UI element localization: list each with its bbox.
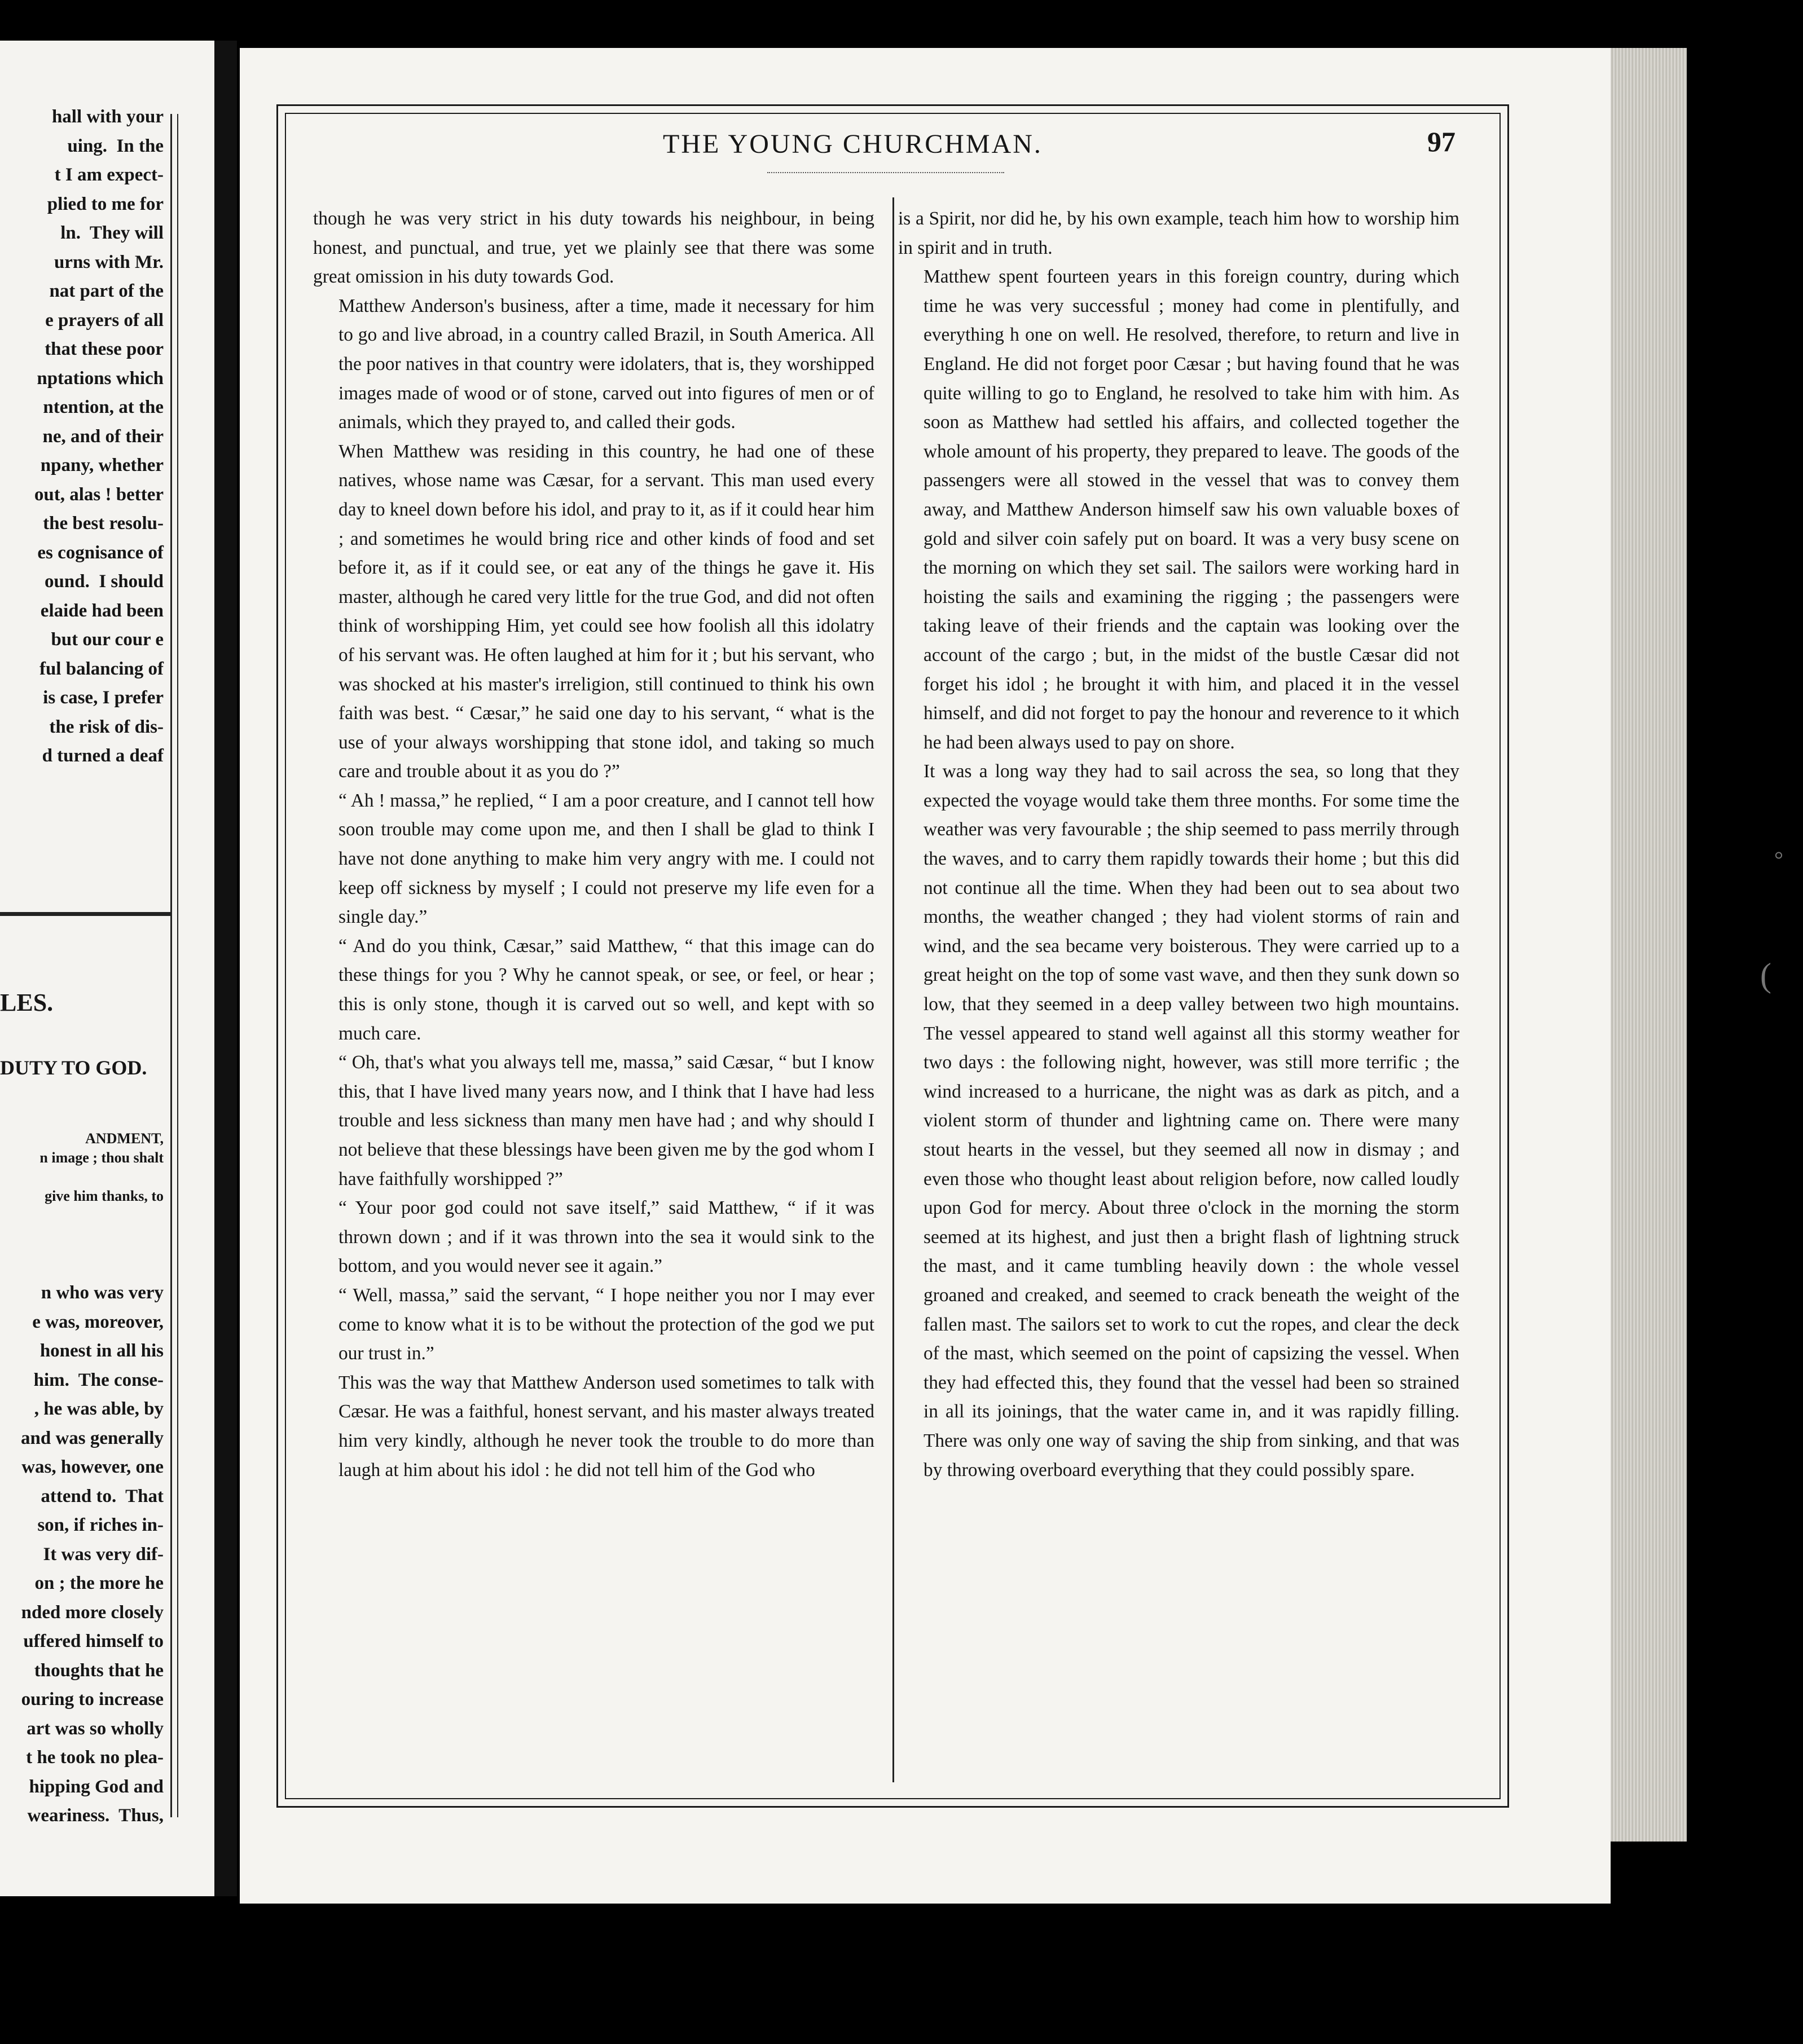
facing-page-line: nat part of the [49, 281, 164, 301]
facing-page-line: the risk of dis- [49, 716, 164, 737]
facing-page-line: art was so wholly [27, 1718, 164, 1739]
text-column-right [898, 204, 1459, 1484]
facing-page-heading: LES. [0, 989, 54, 1016]
facing-page-line: ANDMENT, [85, 1130, 164, 1147]
facing-page-line: n who was very [41, 1283, 164, 1303]
facing-page-line: uing. In the [67, 135, 164, 156]
facing-page-line [0, 1168, 164, 1187]
facing-page-line: son, if riches in- [37, 1515, 164, 1535]
facing-page-line: urns with Mr. [54, 252, 164, 272]
book-gutter [214, 41, 237, 1896]
page-edges [1611, 48, 1687, 1842]
paragraph: “ Your poor god could not save itself,” said Matthew, “ if it was thrown down ; and if it was thrown into the sea it would sink to the bottom, and you would never see it again.” [338, 1197, 874, 1277]
facing-page-line: d turned a deaf [42, 746, 164, 766]
facing-page-line: t he took no plea- [26, 1747, 164, 1768]
facing-page-line: honest in all his [39, 1341, 164, 1361]
paragraph: is a Spirit, nor did he, by his own example, teach him how to worship him in spirit and in truth. [898, 208, 1459, 258]
facing-page [0, 41, 214, 1896]
facing-page-line: npany, whether [40, 455, 164, 475]
paragraph: “ And do you think, Cæsar,” said Matthew, “ that this image can do these things for you ? Why he cannot speak, or see, or feel, or hear ; this is only stone, though it is carved out so well, and kept with so much care. [338, 935, 874, 1044]
scan-speck: ° [1774, 847, 1783, 872]
paragraph: Matthew Anderson's business, after a time, made it necessary for him to go and live abroad, in a country called Brazil, in South America. All the poor natives in that country were idolaters, that is, they worshipped images made of wood or of stone, carved out into figures of men or of animals, which they prayed to, and called their gods. [338, 295, 874, 433]
facing-page-line: attend to. That [41, 1486, 164, 1506]
column-divider [892, 197, 894, 1782]
facing-page-line: nded more closely [21, 1602, 164, 1623]
paragraph: This was the way that Matthew Anderson used sometimes to talk with Cæsar. He was a faithful, honest servant, and his master always treated him very kindly, although he never took the trouble to do more than laugh at him about his idol : he did not tell him of the God who [338, 1372, 874, 1481]
facing-page-line: It was very dif- [43, 1544, 164, 1565]
facing-page-line: ouring to increase [21, 1689, 164, 1710]
facing-page-line: e was, moreover, [32, 1311, 164, 1332]
facing-page-subheading: DUTY TO GOD. [0, 1056, 147, 1079]
facing-page-line: and was generally [20, 1428, 164, 1448]
facing-page-rule [0, 912, 172, 916]
paragraph: It was a long way they had to sail across the sea, so long that they expected the voyage would take them three months. For some time the weather was very favourable ; the ship seemed to pass merrily through the waves, and to carry them rapidly towards their home ; but this did not continue all the time. When they had been out to sea about two months, the weather changed ; they had violent storms of rain and wind, and the sea became very boisterous. They were carried up to a great height on the top of some vast wave, and then they sunk down so low, that they seemed in a deep valley between two high mountains. The vessel appeared to stand well against all this stormy weather for two days : the following night, however, was still more terrific ; the wind increased to a hurricane, the night was as dark as pitch, and a violent storm of thunder and lightning came on. There were many stout hearts in the vessel, but they seemed all now in dismay ; and even those who thought least about religion before, now called loudly upon God for mercy. About three o'clock in the morning the storm seemed at its highest, and just then a bright flash of lightning struck the mast, and it came tumbling heavily down : the whole vessel groaned and creaked, and seemed to crack beneath the weight of the fallen mast. The sailors set to work to cut the ropes, and clear the deck of the mast, which seemed on the point of capsizing the vessel. When they had effected this, they found that the vessel had been so strained in all its joinings, that the water came in, and it was rapidly filling. There was only one way of saving the ship from sinking, and that was by throwing overboard everything that they could possibly spare. [924, 761, 1459, 1481]
facing-page-line: on ; the more he [34, 1573, 164, 1593]
facing-page-line: give him thanks, to [45, 1188, 164, 1204]
facing-page-line: t I am expect- [54, 165, 164, 185]
facing-page-border [170, 114, 172, 1817]
facing-page-line: n image ; thou shalt [39, 1149, 164, 1166]
facing-page-line: plied to me for [47, 193, 164, 214]
running-title: THE YOUNG CHURCHMAN. [663, 129, 1043, 159]
facing-page-border-inner [177, 114, 178, 1817]
facing-page-line: thoughts that he [34, 1660, 164, 1681]
facing-page-line: ound. I should [45, 571, 164, 592]
facing-page-line: him. The conse- [33, 1369, 164, 1390]
facing-page-line: out, alas ! better [34, 484, 164, 505]
facing-page-line: , he was able, by [34, 1399, 164, 1419]
facing-page-line: elaide had been [40, 600, 164, 621]
facing-page-line: that these poor [45, 339, 164, 359]
paragraph: Matthew spent fourteen years in this foreign country, during which time he was very successful ; money had come in plentifully, and everything h one on well. He resolved, therefore, to return and live in England. He did not forget poor Cæsar ; but having found that he was quite willing to go to England, he resolved to take him with him. As soon as Matthew had settled his affairs, and collected together the whole amount of his property, they prepared to leave. The goods of the passengers were all stowed in the vessel that was to convey them away, and Matthew Anderson himself saw his own valuable boxes of gold and silver coin safely put on board. It was a very busy scene on the morning on which they set sail. The sailors were working hard in hoisting the sails and examining the rigging ; the passengers were taking leave of their friends and the captain was looking over the account of the cargo ; but, in the midst of the bustle Cæsar did not forget his idol ; he brought it with him, and placed it in the vessel himself, and did not forget to pay the honour and reverence to it which he had been always used to pay on shore. [924, 266, 1459, 753]
facing-page-line: hipping God and [29, 1776, 164, 1797]
page-number: 97 [1427, 126, 1455, 157]
scan-speck: ( [1760, 957, 1771, 994]
paragraph: though he was very strict in his duty towards his neighbour, in being honest, and punctual, and true, yet we plainly see that there was some great omission in his duty towards God. [313, 208, 874, 288]
paragraph: “ Well, massa,” said the servant, “ I hope neither you nor I may ever come to know what it is to be without the protection of the god we put our trust in.” [338, 1284, 874, 1364]
text-column-left [313, 204, 874, 1484]
facing-page-text-lower [0, 1279, 164, 1831]
facing-page-line: e prayers of all [45, 310, 164, 331]
facing-page-text-upper [0, 103, 164, 771]
facing-page-line: ful balancing of [39, 658, 164, 679]
facing-page-line: uffered himself to [23, 1631, 164, 1651]
scan-background [1687, 0, 1803, 2044]
facing-page-line: was, however, one [21, 1457, 164, 1477]
paragraph: “ Ah ! massa,” he replied, “ I am a poor creature, and I cannot tell how soon trouble may come upon me, and then I shall be glad to think I have not done anything to make him very angry with me. I could not keep off sickness by myself ; I could not preserve my life even for a single day.” [338, 790, 874, 928]
header-ornament [767, 172, 1004, 175]
facing-page-line: ne, and of their [42, 426, 164, 447]
facing-page-line: is case, I prefer [43, 688, 164, 708]
facing-page-line: es cognisance of [37, 542, 164, 563]
facing-page-line: ln. They will [60, 223, 164, 243]
facing-page-line: but our cour e [51, 629, 164, 650]
facing-page-line: hall with your [51, 107, 164, 127]
facing-page-line: the best resolu- [43, 513, 164, 534]
facing-page-commandment [0, 1129, 164, 1206]
facing-page-line: ntention, at the [43, 397, 164, 417]
facing-page-line: nptations which [37, 368, 164, 389]
paragraph: “ Oh, that's what you always tell me, massa,” said Cæsar, “ but I know this, that I have lived many years now, and I think that I have had less trouble and less sickness than many men have had ; and why should I not believe that these blessings have been given me by the god whom I have faithfully worshipped ?” [338, 1052, 874, 1190]
facing-page-line: weariness. Thus, [27, 1805, 164, 1826]
paragraph: When Matthew was residing in this country, he had one of these natives, whose name was Cæsar, for a servant. This man used every day to kneel down before his idol, and pray to it, as if it could hear him ; and sometimes he would bring rice and other kinds of food and set before it, as if it could see, or eat any of the things he gave it. His master, although he cared very little for the true God, and did not often think of worshipping Him, yet could see how foolish all this idolatry of his servant was. He often laughed at him for it ; but his servant, who was shocked at his master's irreligion, still continued to think his own faith was best. “ Cæsar,” he said one day to his servant, “ what is the use of your always worshipping that stone idol, and taking so much care and trouble about it as you do ?” [338, 440, 874, 782]
